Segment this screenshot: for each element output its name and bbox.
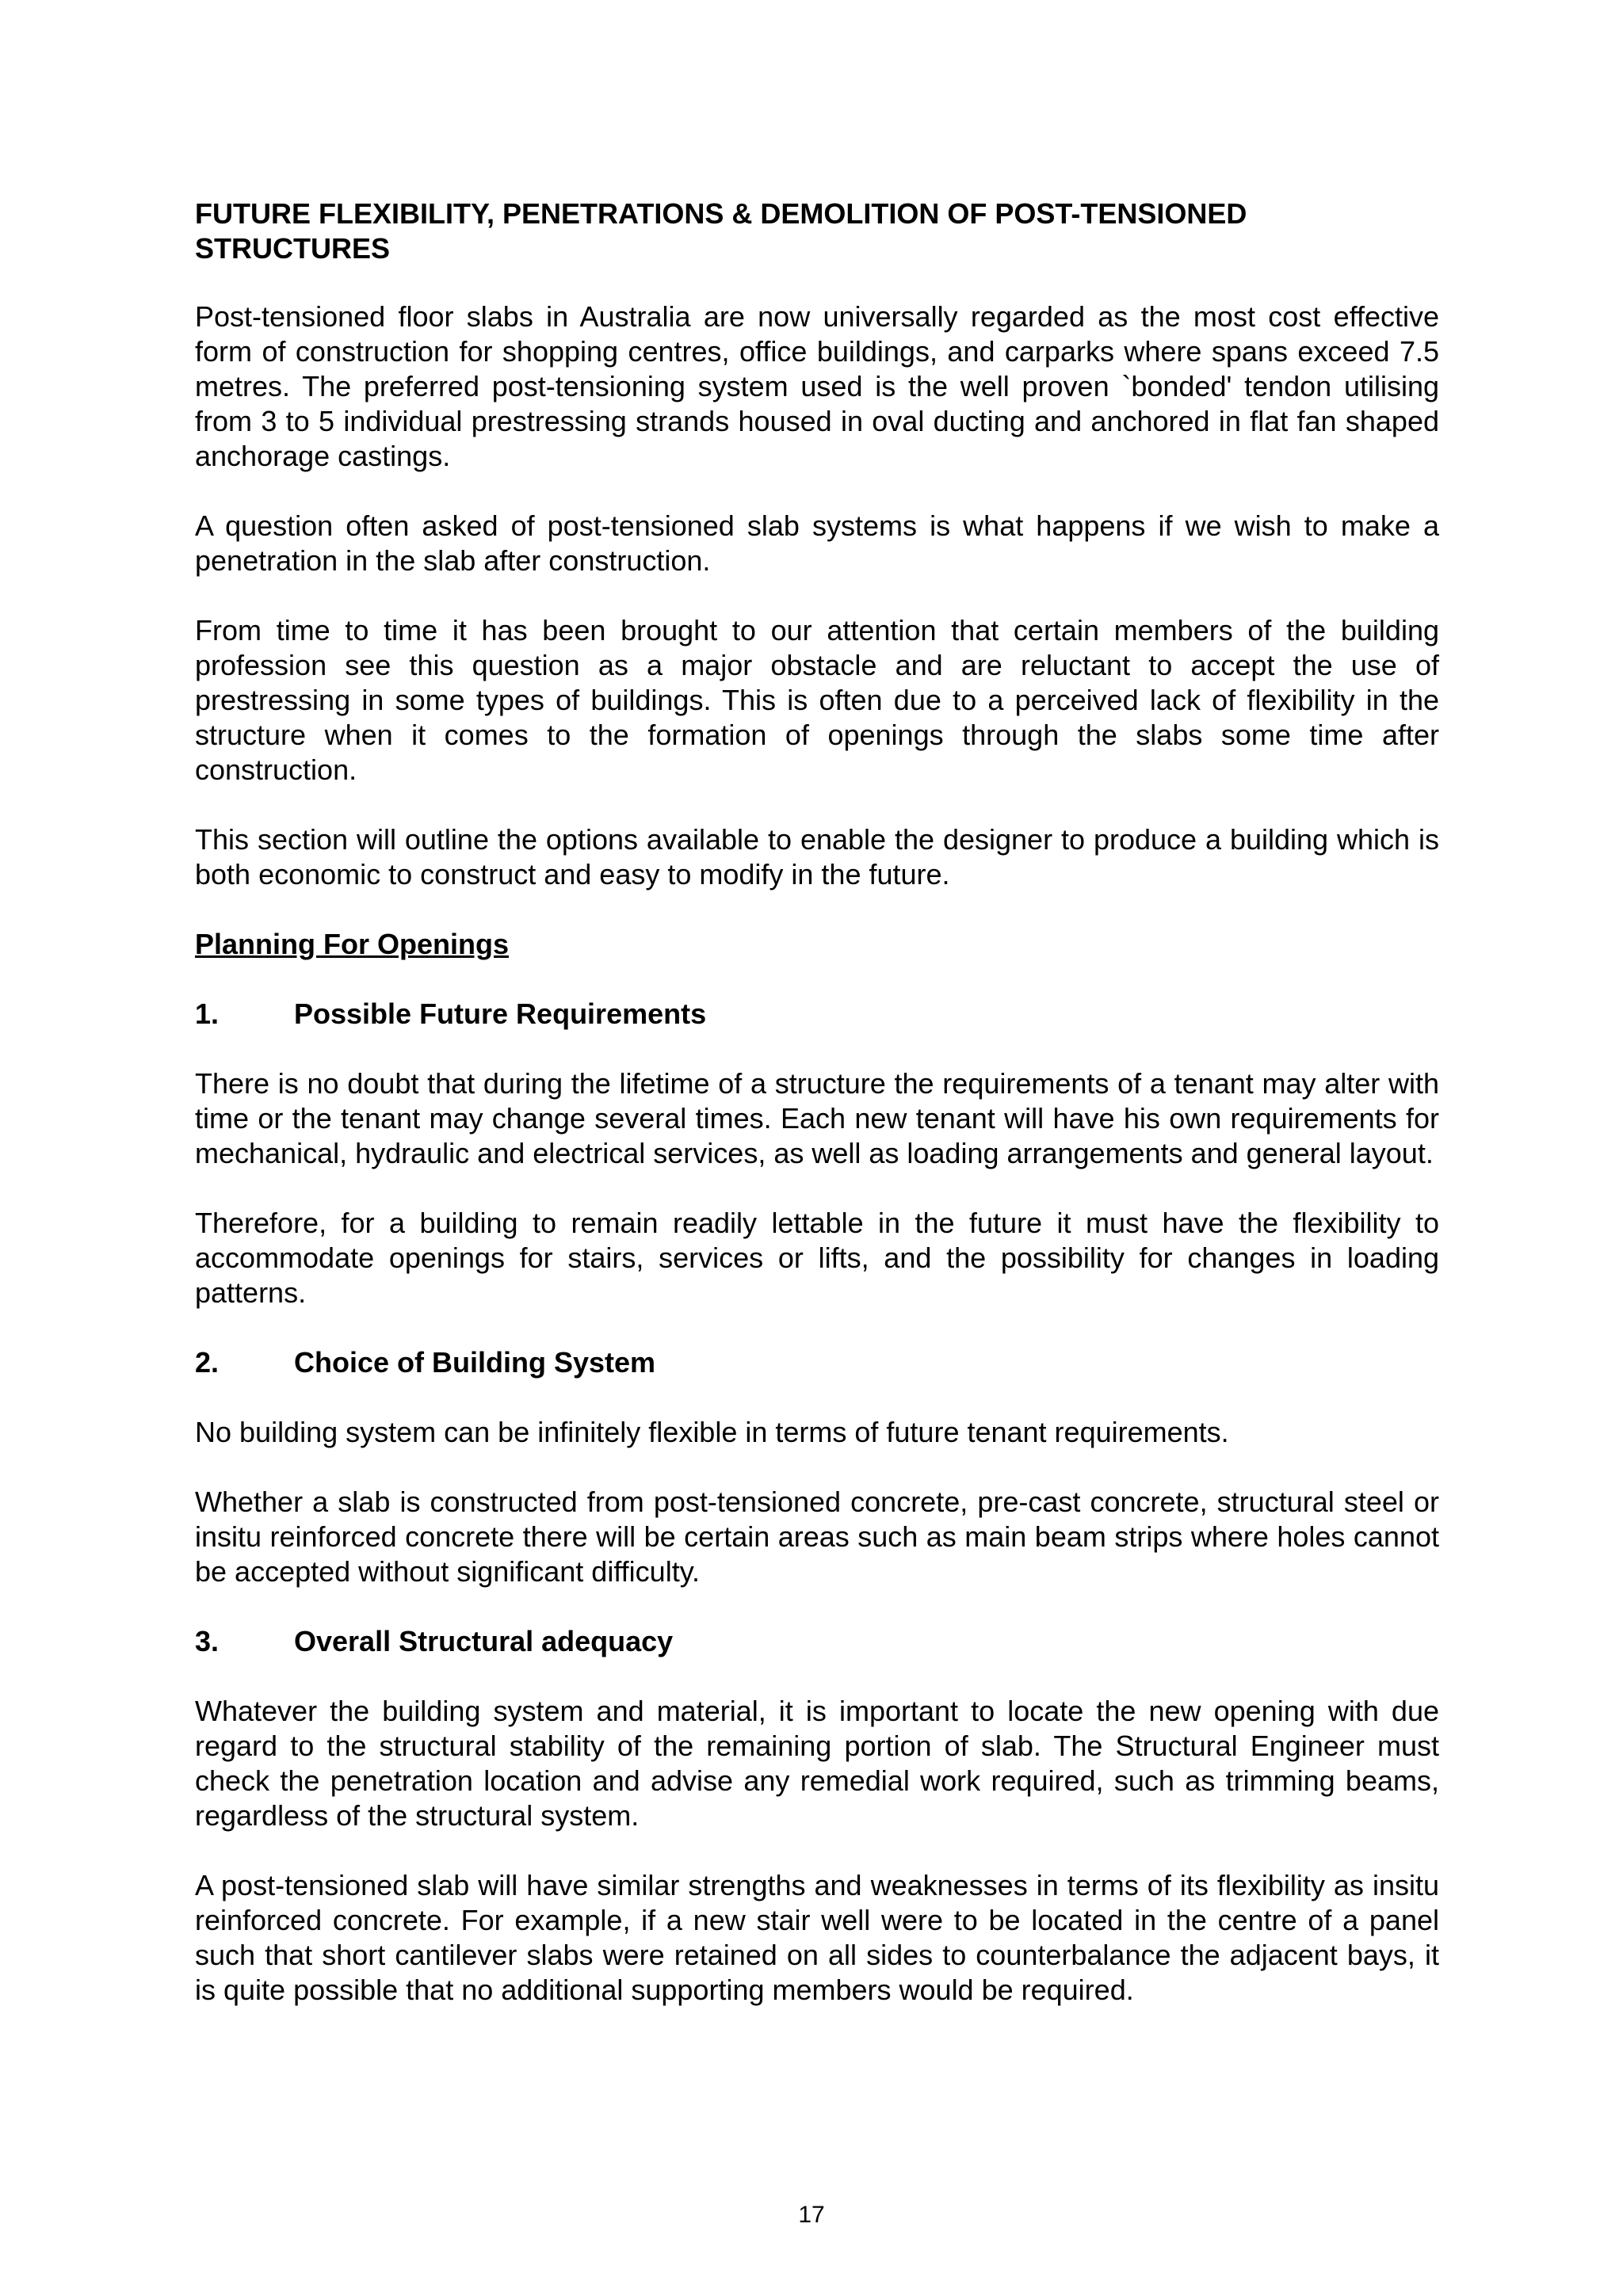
section-paragraph: No building system can be infinitely flexible in terms of future tenant requirements. xyxy=(195,1416,1229,1448)
section-paragraph: There is no doubt that during the lifetime of a structure the requirements of a tenant may alter with time or the tenant may change several times. Each new tenant will have his own requirements for mechanical, hydraulic and electrical services, as well as loading arrangements and general layout. xyxy=(195,1067,1439,1169)
section-paragraph: Therefore, for a building to remain readily lettable in the future it must have the flexibility to accommodate openings for stairs, services or lifts, and the possibility for changes in loading patterns. xyxy=(195,1207,1439,1309)
section-number: 2. xyxy=(195,1346,220,1379)
section-heading xyxy=(195,997,1439,1032)
section-heading-text: Overall Structural adequacy xyxy=(294,1625,674,1657)
intro-paragraph: This section will outline the options available to enable the designer to produce a building which is both economic to construct and easy to modify in the future. xyxy=(195,823,1439,891)
page-number: 17 xyxy=(798,2202,825,2228)
document-page xyxy=(195,196,1439,2042)
section-number: 1. xyxy=(195,997,220,1030)
section-heading-text: Choice of Building System xyxy=(294,1346,656,1379)
section-number: 3. xyxy=(195,1625,220,1657)
section-heading xyxy=(195,1624,1439,1659)
section-heading-text: Possible Future Requirements xyxy=(294,997,707,1030)
section-paragraph: Whatever the building system and material, it is important to locate the new opening with due regard to the structural stability of the remaining portion of slab. The Structural Engineer must check the penetration location and advise any remedial work required, such as trimming beams, regardless of the structural system. xyxy=(195,1695,1439,1832)
document-title: FUTURE FLEXIBILITY, PENETRATIONS & DEMOLITION OF POST-TENSIONED STRUCTURES xyxy=(195,197,1247,265)
section-paragraph: Whether a slab is constructed from post-tensioned concrete, pre-cast concrete, structural steel or insitu reinforced concrete there will be certain areas such as main beam strips where holes cannot be accepted without significant difficulty. xyxy=(195,1486,1439,1588)
intro-paragraph: Post-tensioned floor slabs in Australia are now universally regarded as the most cost effective form of construction for shopping centres, office buildings, and carparks where spans exceed 7.5 metres. The preferred post-tensioning system used is the well proven `bonded' tendon utilising from 3 to 5 individual prestressing strands housed in oval ducting and anchored in flat fan shaped anchorage castings. xyxy=(195,300,1439,472)
intro-paragraph: A question often asked of post-tensioned slab systems is what happens if we wish to make a penetration in the slab after construction. xyxy=(195,509,1439,577)
section-paragraph: A post-tensioned slab will have similar strengths and weaknesses in terms of its flexibility as insitu reinforced concrete. For example, if a new stair well were to be located in the centre of a panel such that short cantilever slabs were retained on all sides to counterbalance the adjacent bays, it is quite possible that no additional supporting members would be required. xyxy=(195,1869,1439,2006)
intro-paragraph: From time to time it has been brought to our attention that certain members of the building profession see this question as a major obstacle and are reluctant to accept the use of prestressing in some types of buildings. This is often due to a perceived lack of flexibility in the structure when it comes to the formation of openings through the slabs some time after construction. xyxy=(195,614,1439,786)
section-subheading: Planning For Openings xyxy=(195,928,509,960)
section-heading xyxy=(195,1345,1439,1380)
